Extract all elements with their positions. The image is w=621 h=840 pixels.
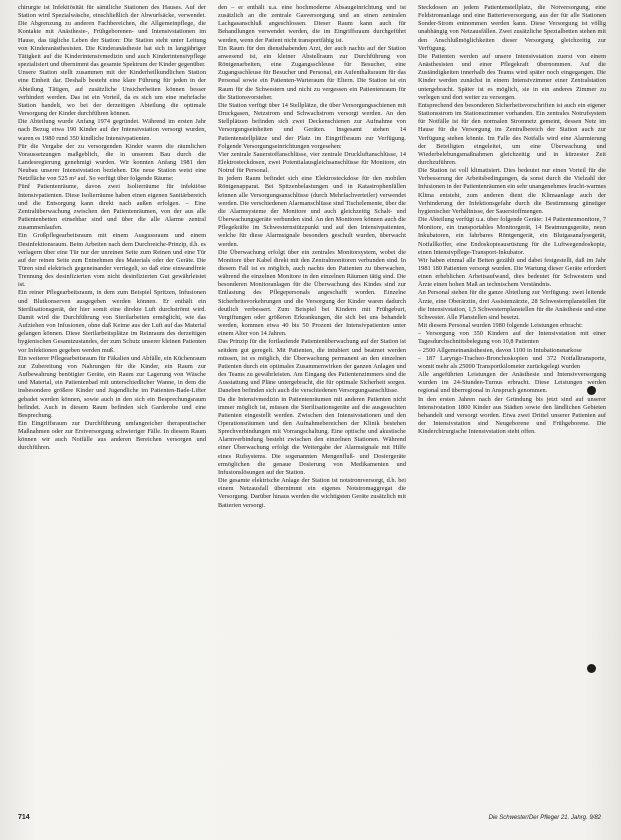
punch-hole: [587, 664, 596, 673]
paragraph: In den ersten Jahren nach der Gründung bis jetzt sind auf unserer Intensivstation 1800 Kinder aus Städten sowie den ländlichen Gebieten behandelt und versorgt worden. Etwa zwei Drittel unserer Patienten auf der Intensivstation sind Neugeborene und Frühgeborene. Die Kinderchirurgische Intensivstation steht offen.: [418, 395, 606, 436]
paragraph: Die gesamte elektrische Anlage der Station ist notstromversorgt, d.h. bei einem Netzausfall übernimmt ein eigenes Notstromaggregat die Versorgung. Darüber hinaus werden die wichtigsten Geräte zusätzlich mit Batterien versorgt.: [218, 477, 406, 509]
paragraph: Für die Vergabe der zu versorgenden Kinder waren die räumlichen Voraussetzungen maßgeblich, die in unserem Bau durch die Landesregierung genehmigt wurden. Wir konnten Anfang 1981 den Neubau unserer Intensivstation beziehen. Die neue Station weist eine Netzfläche von 525 m² auf. So verfügt über folgende Räume:: [18, 142, 206, 183]
paragraph: Ein weiterer Pflegearbeitsraum für Fäkalien und Abfälle, ein Küchenraum zur Zubereitung von Nahrungen für die Kinder, ein Raum zur Aufbewahrung benötigter Geräte, ein Raum zur Lagerung von Wäsche und Material, ein Patientenbad mit unterschiedlicher Wanne, in dem die insbesondere größere Kinder und Jugendliche im Patienten-Bade-Lifter gebadet werden können, sowie auch in den sich ein Besprechungsraum befindet. Auch in diesem Raum befinden sich Garderobe und eine Besprechung.: [18, 354, 206, 419]
paragraph: Mit diesem Personal wurden 1980 folgende Leistungen erbracht:: [418, 322, 583, 330]
paragraph: Vier zentrale Sauerstoffanschlüsse, vier zentrale Druckluftanschlüsse, 14 Elektrosteckdosen, zwei Potentialausgleichsanschlüsse für Monitore, ein Notruf für Personal.: [218, 150, 406, 175]
column-3: [418, 4, 606, 804]
paragraph: Die Station ist voll klimatisiert. Dies bedeutet nur einen Vorteil für die Verbesserung der Arbeitsbedingungen, da sonst durch die Vielzahl der Infusionen in der Patientenräumen ein sehr unangenehmes feucht-warmes Klima entsteht, zum anderen dient die Klimaanlage auch der Verhinderung der Infektionsgefahr durch die Bestimmung günstiger hygienischer Verhältnisse, der Sauerstoffmengen.: [418, 167, 606, 215]
paragraph: Steckdosen an jedem Patientenstellplatz, die Notversorgung, eine Feldstromanlage und eine Batterieversorgung, aus der für alle Stationen Sonder-Strom entnommen werden kann. Diese Versorgung ist völlig unabhängig von Netzausfällen. Zwei zusätzliche Spezialbetten stehen mit den Anschlußmöglichkeiten dieser Versorgung gleichzeitig zur Verfügung.: [418, 4, 606, 52]
paragraph: Die Überwachung erfolgt über ein zentrales Monitorsystem, wobei die Monitore über Kabel direkt mit den Zentralmonitoren verbunden sind. In diesem Fall ist es möglich, auch nachts den Patienten zu überwachen, während die einzelnen Monitore in den einzelnen Räumen tätig sind. Die besonderen Monitoranlagen für die Überwachung des Kindes sind zur Entlastung des Pflegepersonals angeschafft worden. Einzelne Sicherheitsvorkehrungen und die Versorgung der Kinder waren dadurch deutlich verbessert. Zum Beispiel bei Kindern mit Frühgeburt, Vergiftungen oder größeren Erkrankungen, die sich bei uns behandelt werden, kommen etwa 40 bis 50 Prozent der Intensivpatienten unter einem Alter von 14 Jahren.: [218, 248, 406, 338]
paragraph: Wir haben einmal alle Betten gezählt und dabei festgestellt, daß im Jahr 1981 180 Patienten versorgt wurden. Die Wartung dieser Geräte erfordert einen erheblichen Arbeitsaufwand, dies bedeutet für Schwestern und Ärzte einen hohen Maß an technischem Verständnis.: [418, 256, 606, 289]
article-columns: [18, 4, 606, 804]
paragraph: – Versorgung von 350 Kindern auf der Intensivstation mit einer Tagesdurchschnittsbelegung von 10,8 Patienten: [418, 330, 606, 346]
paragraph: Die Abteilung wurde Anfang 1974 gegründet. Während im ersten Jahr nach Bezug etwa 190 Kinder auf der Intensivstation versorgt wurden, waren es 1980 rund 350 kindliche Intensivpatienten.: [18, 118, 206, 142]
paragraph: Das Prinzip für die fortlaufende Patientenüberwachung auf der Station ist seitdem gut geregelt. Mit Patienten, die intubiert und beatmet werden müssen, ist es möglich, die Überwachung permanent an den einzelnen Patienten durch ein optimales Zusammenwirken der ganzen Anlagen und des Teams zu gewährleisten. Am Eingang des Patientenzimmers sind die Ausstattung und Pläne untergebracht, die für optimale Sicherheit sorgen. Daneben befinden sich auch die verschiedenen Versorgungsanschlüsse.: [218, 338, 406, 395]
paragraph: Entsprechend den besonderen Sicherheitsvorschriften ist auch ein eigener Stationsstrom im Stationszimmer vorhanden. Ein zentrales Notrufsystem für Notfälle ist für den normalen Stromnetz gemeint, dessen Netz im Hause für die Versorgung im Zentralbereich der Station auch zur Verfügung stehen könnte. Im Falle des Notfalls wird eine Alarmierung der Beteiligten eingeleitet, um eine Überwachung und Wiederbelebungsmaßnahmen gleichzeitig und in kürzester Zeit durchzuführen.: [418, 101, 606, 166]
paragraph: Die Patienten werden auf unsere Intensivstation zuerst von einem Anästhesisten und einer Pflegekraft übernommen. Auf die Zuständigkeiten innerhalb des Teams wird später noch eingegangen. Die Kinder werden zunächst in einem Intensivzimmer einer Zentralstation untergebracht. Später ist es möglich, sie in ein anderes Zimmer zu verlegen und dort weiter zu versorgen.: [418, 52, 606, 101]
paragraph: Alle angeführten Leistungen der Anästhesie und Intensivversorgung wurden im 24-Stunden-Turnus erbracht. Diese Leistungen werden regional und überregional in Anspruch genommen.: [418, 371, 606, 395]
column-2: [218, 4, 406, 804]
paragraph: An Personal stehen für die ganze Abteilung zur Verfügung: zwei leitende Ärzte, eine Oberärztin, drei Assistenzärzte, 28 Schwesternplanstellen für die Intensivstation, 1,5 Schwesternplanstellen für die Anästhesie und eine Schwester. Alle Planstellen sind besetzt.: [418, 289, 606, 321]
paragraph: – 2500 Allgemeinanästhesien, davon 1100 in Intubationsnarkose: [418, 346, 582, 354]
paragraph: Ein Großpflegearbeitsraum mit einem Ausgussraum und einem Desinfektionsraum. Beim Arbeiten nach dem Durchreiche-Prinzip, d.h. es verlagern über eine Tür nur der unreinen Seite zum Reinen und eine Tür auf der reinen Seite zum Entnehmen des Materials oder der Geräte. Die Türen sind elektrisch gegeneinander verriegelt, so daß eine einwandfreie Trennung des desinfizierten vom nicht desinfizierten Gut gewährleistet ist.: [18, 232, 206, 289]
journal-citation: Die Schwester/Der Pfleger 21. Jahrg. 9/82: [488, 815, 601, 821]
paragraph: Ein Raum für den diensthabenden Arzt, der auch nachts auf der Station anwesend ist, ein kleiner Abstellraum zur Durchführung von Röntgenarbeiten, eine Zugangsschleuse für Besucher, eine Zugangsschleuse für Besucher und Personal, ein Aufenthaltsraum für das Personal sowie ein Patienten-Warteraum für Eltern. Die Station ist ein Raum für die Schwestern und nicht zu vergessen ein Patientenraum für die Stationsvorsteher.: [218, 44, 406, 101]
paragraph: In jedem Raum befindet sich eine Elektrosteckdose für den mobilen Röntgenapparat. Bei Spitzenbelastungen und in Katastrophenfällen können alle Versorgungsanschlüsse (durch Mehrfachverteiler) verwendet werden. Die verschiedenen Alarmanschlüsse sind Tischelemente, über die die Alarmsysteme der Monitore und auch gleichzeitig Schalt- und Überwachungsgeräte verbunden sind. An den Monitoren können auch die Pflegekräfte im Schwesternstützpunkt und auf den Intensivpatienten, welche für diese Alarmsignale besonders geschult wurden, überwacht werden.: [218, 175, 406, 248]
paragraph: Da die Intensivmedizin in Patientenräumen mit anderen Patienten nicht immer möglich ist, müssen die Sterilisationsgeräte auf die ausgesuchten Patienten eingestellt werden. Zwischen den Intensivstationen und den Operationsräumen und den Aufnahmebereichen der Klinik bestehen Sprechverbindungen mit Vorrangschaltung. Eine optische und akustische Alarmverbindung besteht zwischen den einzelnen Stationen. Während einer Überwachung erfolgt die Weitergabe der Alarmsignale mit Hilfe eines Rufsystems. Die sogenannten Mengenfluß- und Dosiergeräte ermöglichen die genaue Dosierung von Medikamenten und Infusionslösungen auf der Station.: [218, 395, 406, 476]
column-1: [18, 4, 206, 804]
paragraph: Die Station verfügt über 14 Stellplätze, die über Versorgungsschienen mit Druckgasen, Netzstrom und Schwachstrom versorgt werden. An den Stellplätzen befinden sich zwei Deckenschienen zur Aufnahme von Versorgungseinheiten und Geräten. Insgesamt stehen 14 Patientenstellplätze und der Platz im Eingriffsraum zur Verfügung. Folgende Versorgungseinrichtungen vorgesehen:: [218, 101, 406, 150]
paragraph: Die Abteilung verfügt u.a. über folgende Geräte: 14 Patientenmonitore, 7 Monitore, ein transportables Monitorgerät, 14 Beatmungsgeräte, neun Inkubatoren, ein fahrbares Röntgengerät, ein Blutgasanalysegerät, Notfallkoffer, eine Endoskopieausrüstung für die Luftwegendoskopie, einen Intensivpflege-Transport-Inkubator.: [418, 216, 606, 256]
paragraph: Unsere Station stellt zusammen mit der Kinderheilkundlichen Station eine Einheit dar. Deshalb besteht eine klare Führung für jeden in der Abteilung Tätigen, auf zusätzliche Unsicherheiten können besser verhindert werden. Das ist ein Vorteil, da es sich um eine mehrfache Station handelt, wo bei der derzeitigen Abteilung die optimale Versorgung der Kinder durchführen können.: [18, 69, 206, 118]
punch-hole: [587, 386, 596, 395]
paragraph: den – er enthält u.a. eine hochmoderne Absaugeinrichtung und ist zusätzlich an die zentrale Gasversorgung und an einen zentralen Lachgasanschluß angeschlossen. Dieser Raum kann auch für Behandlungen verwendet werden, die im Eingriffsraum durchgeführt werden, wenn der Patient nicht transportfähig ist.: [218, 4, 406, 44]
paragraph: Fünf Patientenräume, davon zwei Isolierräume für infektiöse Intensivpatienten. Diese Isolierräume haben einen eigenen Sanitärbereich und die Entsorgung kann direkt nach außen erfolgen. – Eine Zentralüberwachung zwischen den Patientenräumen, von der aus alle Patientenbetten einsehbar sind und über die alle Alarme zentral zusammenlaufen.: [18, 183, 206, 232]
paragraph: Ein Eingriffsraum zur Durchführung umfangreicher therapeutischer Maßnahmen oder zur Erstversorgung schwieriger Fälle. In diesem Raum können wir auch Notfälle aus anderen Bereichen versorgen und durchführen.: [18, 419, 206, 452]
paragraph: – 187 Laryngo-Tracheo-Bronchoskopien und 372 Notfalltransporte, womit mehr als 25000 Transportkilometer zurückgelegt wurden: [418, 354, 606, 370]
page-number: 714: [18, 814, 30, 821]
paragraph: chirurgie ist Infektiösität für sämtliche Stationen des Hauses. Auf der Station wird Spezialwäsche, einschließlich der Abwurfsäcke, verwendet. Die Abgrenzung zu anderen Fachbereichen, die Allgemeinpflege, die Kontakte mit Anästhesie-, Frühgeborenen- und Intensivstationen im Hause, das tägliche Leben der Station: Die Station steht unter Leitung von Kinderanästhesisten. Die Kinderanästhesie hat sich in langjähriger Tätigkeit auf die Kinderintensivmedizin und auch Kinderintensivpflege spezialisiert und übernimmt das gesamte Spektrum der Kinder gegenüber.: [18, 4, 206, 69]
paragraph: Ein reiner Pflegearbeitsraum, in dem zum Beispiel Spritzen, Infusionen und Blutkonserven ausgegeben werden können. Er enthält ein Sterilisationsgerät, der hier somit eine direkte Luft durchströmt wird. Damit wird die Durchführung von Sterilarbeiten ermöglicht, wie das Aufziehen von Infusionen, ohne daß Keime aus der Luft auf das Material gelangen können. Diese Sterilarbeitsplätze im Reinraum des derzeitigen hygienischen Gesamtzustandes, der zum Schutz unserer kleinen Patienten vor Infektionen gegeben werden muß.: [18, 289, 206, 354]
